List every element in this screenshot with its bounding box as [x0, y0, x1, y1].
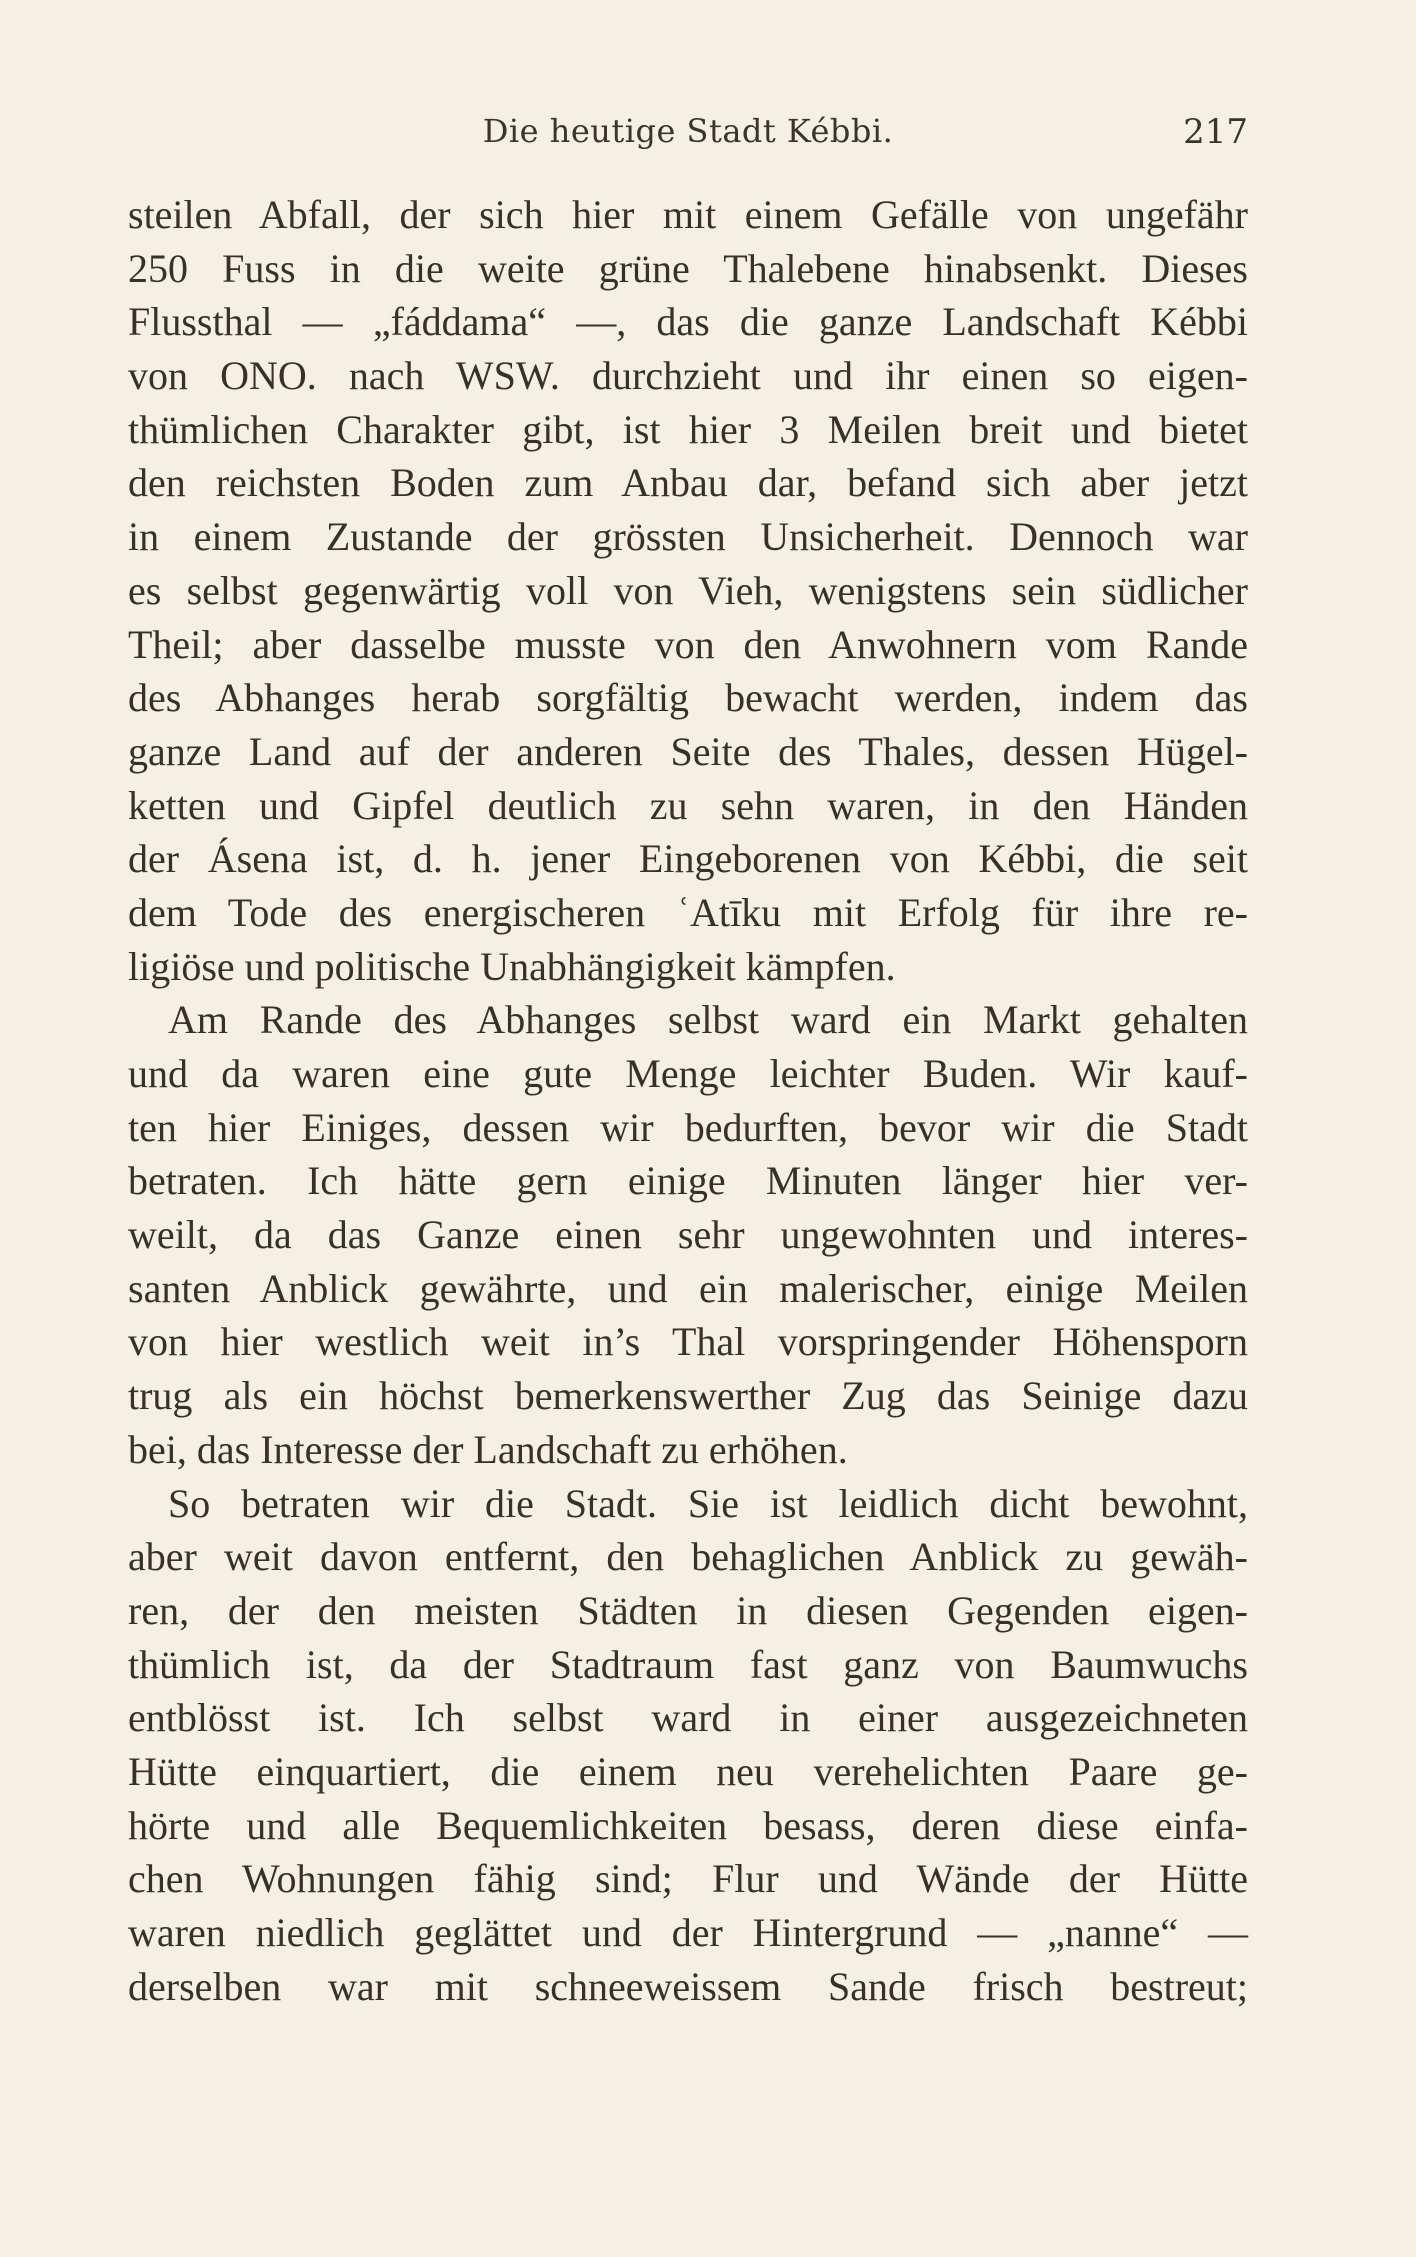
running-head: Die heutige Stadt Kébbi.	[482, 112, 894, 150]
text-line: in einem Zustande der grössten Unsicherheit. Dennoch war	[128, 514, 1248, 560]
text-line: weilt, da das Ganze einen sehr ungewohnten und interes-	[128, 1212, 1248, 1258]
text-line: betraten. Ich hätte gern einige Minuten länger hier ver-	[128, 1158, 1248, 1204]
text-line: des Abhanges herab sorgfältig bewacht werden, indem das	[128, 675, 1248, 721]
text-line: thümlichen Charakter gibt, ist hier 3 Meilen breit und bietet	[128, 406, 1248, 452]
text-line: 250 Fuss in die weite grüne Thalebene hinabsenkt. Dieses	[128, 245, 1248, 291]
text-line: Theil; aber dasselbe musste von den Anwohnern vom Rande	[128, 621, 1248, 667]
text-line: ligiöse und politische Unabhängigkeit kämpfen.	[128, 943, 896, 989]
page-header	[128, 112, 1248, 162]
page-number: 217	[1183, 112, 1248, 152]
text-line: bei, das Interesse der Landschaft zu erhöhen.	[128, 1426, 848, 1472]
text-line: von hier westlich weit in’s Thal vorspringender Höhensporn	[128, 1319, 1248, 1365]
text-line: und da waren eine gute Menge leichter Buden. Wir kauf-	[128, 1051, 1248, 1096]
text-line: den reichsten Boden zum Anbau dar, befand sich aber jetzt	[128, 460, 1248, 506]
text-line: Flussthal — „fáddama“ —, das die ganze Landschaft Kébbi	[128, 299, 1248, 345]
text-line: hörte und alle Bequemlichkeiten besass, deren diese einfa-	[128, 1802, 1248, 1848]
body-text	[128, 188, 1248, 2013]
text-line: dem Tode des energischeren ʿAtīku mit Erfolg für ihre re-	[128, 889, 1248, 935]
text-line: waren niedlich geglättet und der Hintergrund — „nanne“ —	[128, 1910, 1248, 1955]
text-line: Am Rande des Abhanges selbst ward ein Markt gehalten	[168, 997, 1248, 1043]
text-line: thümlich ist, da der Stadtraum fast ganz von Baumwuchs	[128, 1641, 1248, 1687]
text-line: der Ásena ist, d. h. jener Eingeborenen von Kébbi, die seit	[128, 836, 1248, 882]
text-line: So betraten wir die Stadt. Sie ist leidlich dicht bewohnt,	[168, 1480, 1248, 1526]
text-line: aber weit davon entfernt, den behaglichen Anblick zu gewäh-	[128, 1534, 1248, 1580]
text-line: entblösst ist. Ich selbst ward in einer ausgezeichneten	[128, 1695, 1248, 1741]
text-line: santen Anblick gewährte, und ein malerischer, einige Meilen	[128, 1265, 1248, 1311]
text-line: ten hier Einiges, dessen wir bedurften, bevor wir die Stadt	[128, 1104, 1248, 1150]
text-line: ren, der den meisten Städten in diesen Gegenden eigen-	[128, 1587, 1248, 1633]
text-line: Hütte einquartiert, die einem neu verehelichten Paare ge-	[128, 1748, 1248, 1794]
text-line: es selbst gegenwärtig voll von Vieh, wenigstens sein südlicher	[128, 567, 1248, 613]
text-line: chen Wohnungen fähig sind; Flur und Wände der Hütte	[128, 1856, 1248, 1902]
text-line: steilen Abfall, der sich hier mit einem Gefälle von ungefähr	[128, 192, 1248, 237]
text-line: derselben war mit schneeweissem Sande frisch bestreut;	[128, 1963, 1248, 2009]
text-line: von ONO. nach WSW. durchzieht und ihr einen so eigen-	[128, 353, 1248, 399]
text-line: trug als ein höchst bemerkenswerther Zug das Seinige dazu	[128, 1373, 1248, 1419]
text-line: ganze Land auf der anderen Seite des Thales, dessen Hügel-	[128, 728, 1248, 774]
text-line: ketten und Gipfel deutlich zu sehn waren, in den Händen	[128, 782, 1248, 828]
